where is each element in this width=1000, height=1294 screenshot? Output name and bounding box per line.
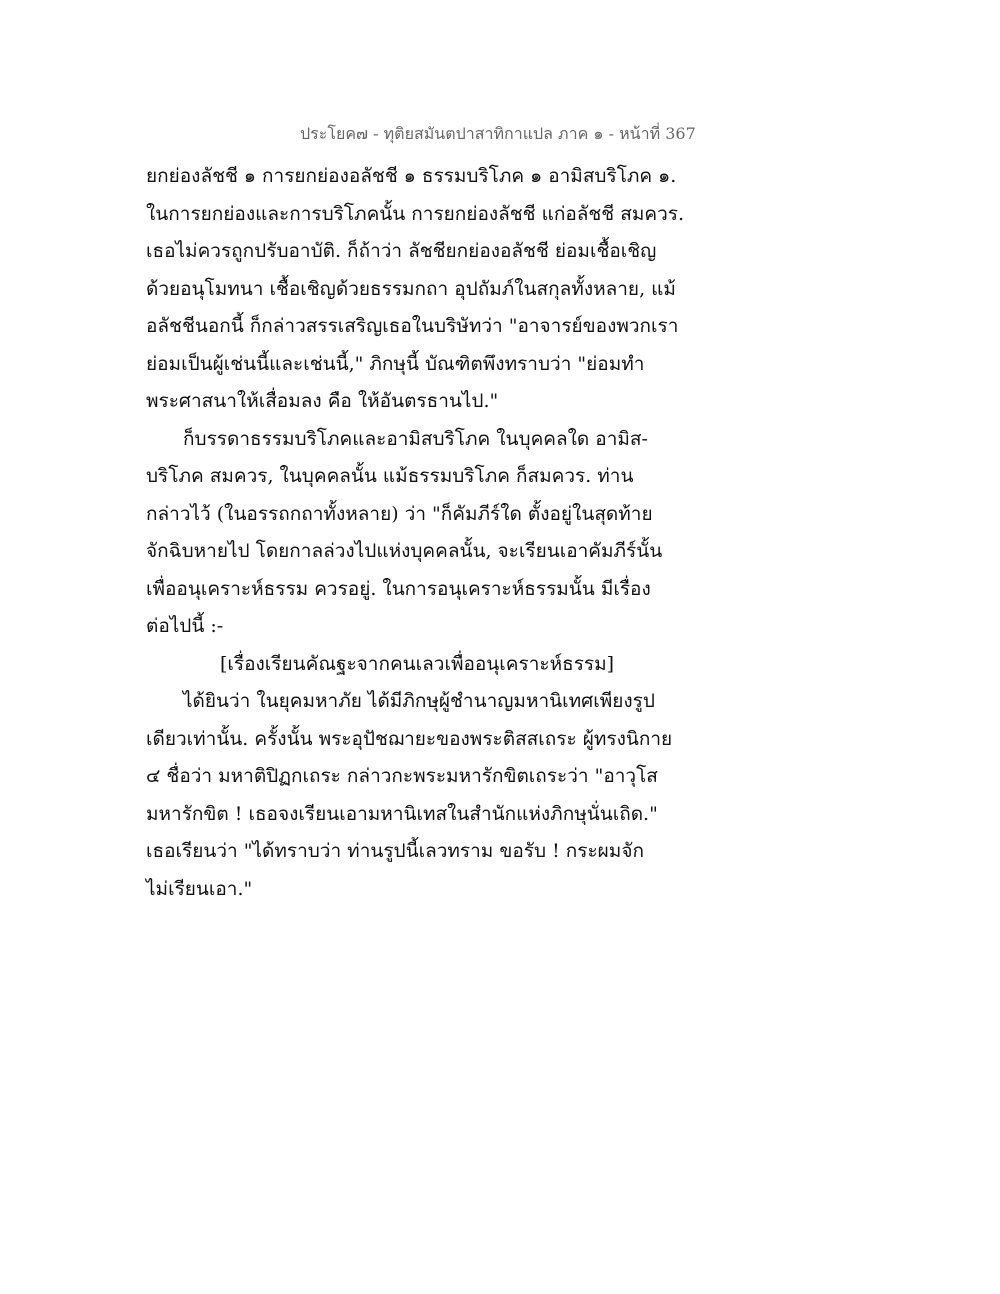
text-line: ยกย่องลัชชี ๑ การยกย่องอลัชชี ๑ ธรรมบริโภค ๑ อามิสบริโภค ๑. <box>146 165 677 187</box>
text-line: ได้ยินว่า ในยุคมหาภัย ได้มีภิกษุผู้ชำนาญมหานิเทศเพียงรูป <box>183 690 655 712</box>
running-header: ประโยค๗ - ทุติยสมันตปาสาทิกาแปล ภาค ๑ - หน้าที่ 367 <box>300 124 696 143</box>
text-line: เธอเรียนว่า "ได้ทราบว่า ท่านรูปนี้เลวทราม ขอรับ ! กระผมจัก <box>146 840 644 862</box>
section-title: [เรื่องเรียนคัณฐะจากคนเลวเพื่ออนุเคราะห์ธรรม] <box>220 652 615 675</box>
text-line: พระศาสนาให้เสื่อมลง คือ ให้อันตรธานไป." <box>146 390 499 412</box>
text-line: ๔ ชื่อว่า มหาติปิฏกเถระ กล่าวกะพระมหารักขิตเถระว่า "อาวุโส <box>146 765 658 787</box>
text-line: จักฉิบหายไป โดยกาลล่วงไปแห่งบุคคลนั้น, จะเรียนเอาคัมภีร์นั้น <box>146 540 663 562</box>
text-line: เพื่ออนุเคราะห์ธรรม ควรอยู่. ในการอนุเคราะห์ธรรมนั้น มีเรื่อง <box>146 577 651 600</box>
paragraph-2 <box>146 421 706 646</box>
paragraph-1 <box>146 158 706 421</box>
text-line: บริโภค สมควร, ในบุคคลนั้น แม้ธรรมบริโภค ก็สมควร. ท่าน <box>146 465 634 487</box>
paragraph-3 <box>146 683 706 908</box>
text-line: เธอไม่ควรถูกปรับอาบัติ. ก็ถ้าว่า ลัชชียกย่องอลัชชี ย่อมเชื้อเชิญ <box>146 240 657 262</box>
section-heading <box>146 646 706 684</box>
text-line: ต่อไปนี้ :- <box>146 615 224 637</box>
text-line: อลัชชีนอกนี้ ก็กล่าวสรรเสริญเธอในบริษัทว่า "อาจารย์ของพวกเรา <box>146 315 679 337</box>
page-body <box>146 158 706 908</box>
text-line: มหารักขิต ! เธอจงเรียนเอามหานิเทสในสำนักแห่งภิกษุนั่นเถิด." <box>146 802 658 825</box>
text-line: ด้วยอนุโมทนา เชื้อเชิญด้วยธรรมกถา อุปถัมภ์ในสกุลทั้งหลาย, แม้ <box>146 277 676 300</box>
text-line: ในการยกย่องและการบริโภคนั้น การยกย่องลัชชี แก่อลัชชี สมควร. <box>146 202 684 225</box>
text-line: กล่าวไว้ (ในอรรถกถาทั้งหลาย) ว่า "ก็คัมภีร์ใด ตั้งอยู่ในสุดท้าย <box>146 502 653 525</box>
text-line: ย่อมเป็นผู้เช่นนี้และเช่นนี้," ภิกษุนี้ บัณฑิตพึงทราบว่า "ย่อมทำ <box>146 352 645 375</box>
text-line: ก็บรรดาธรรมบริโภคและอามิสบริโภค ในบุคคลใด อามิส- <box>183 427 648 450</box>
text-line: ไม่เรียนเอา." <box>146 877 253 900</box>
text-line: เดียวเท่านั้น. ครั้งนั้น พระอุปัชฌายะของพระติสสเถระ ผู้ทรงนิกาย <box>146 727 673 750</box>
